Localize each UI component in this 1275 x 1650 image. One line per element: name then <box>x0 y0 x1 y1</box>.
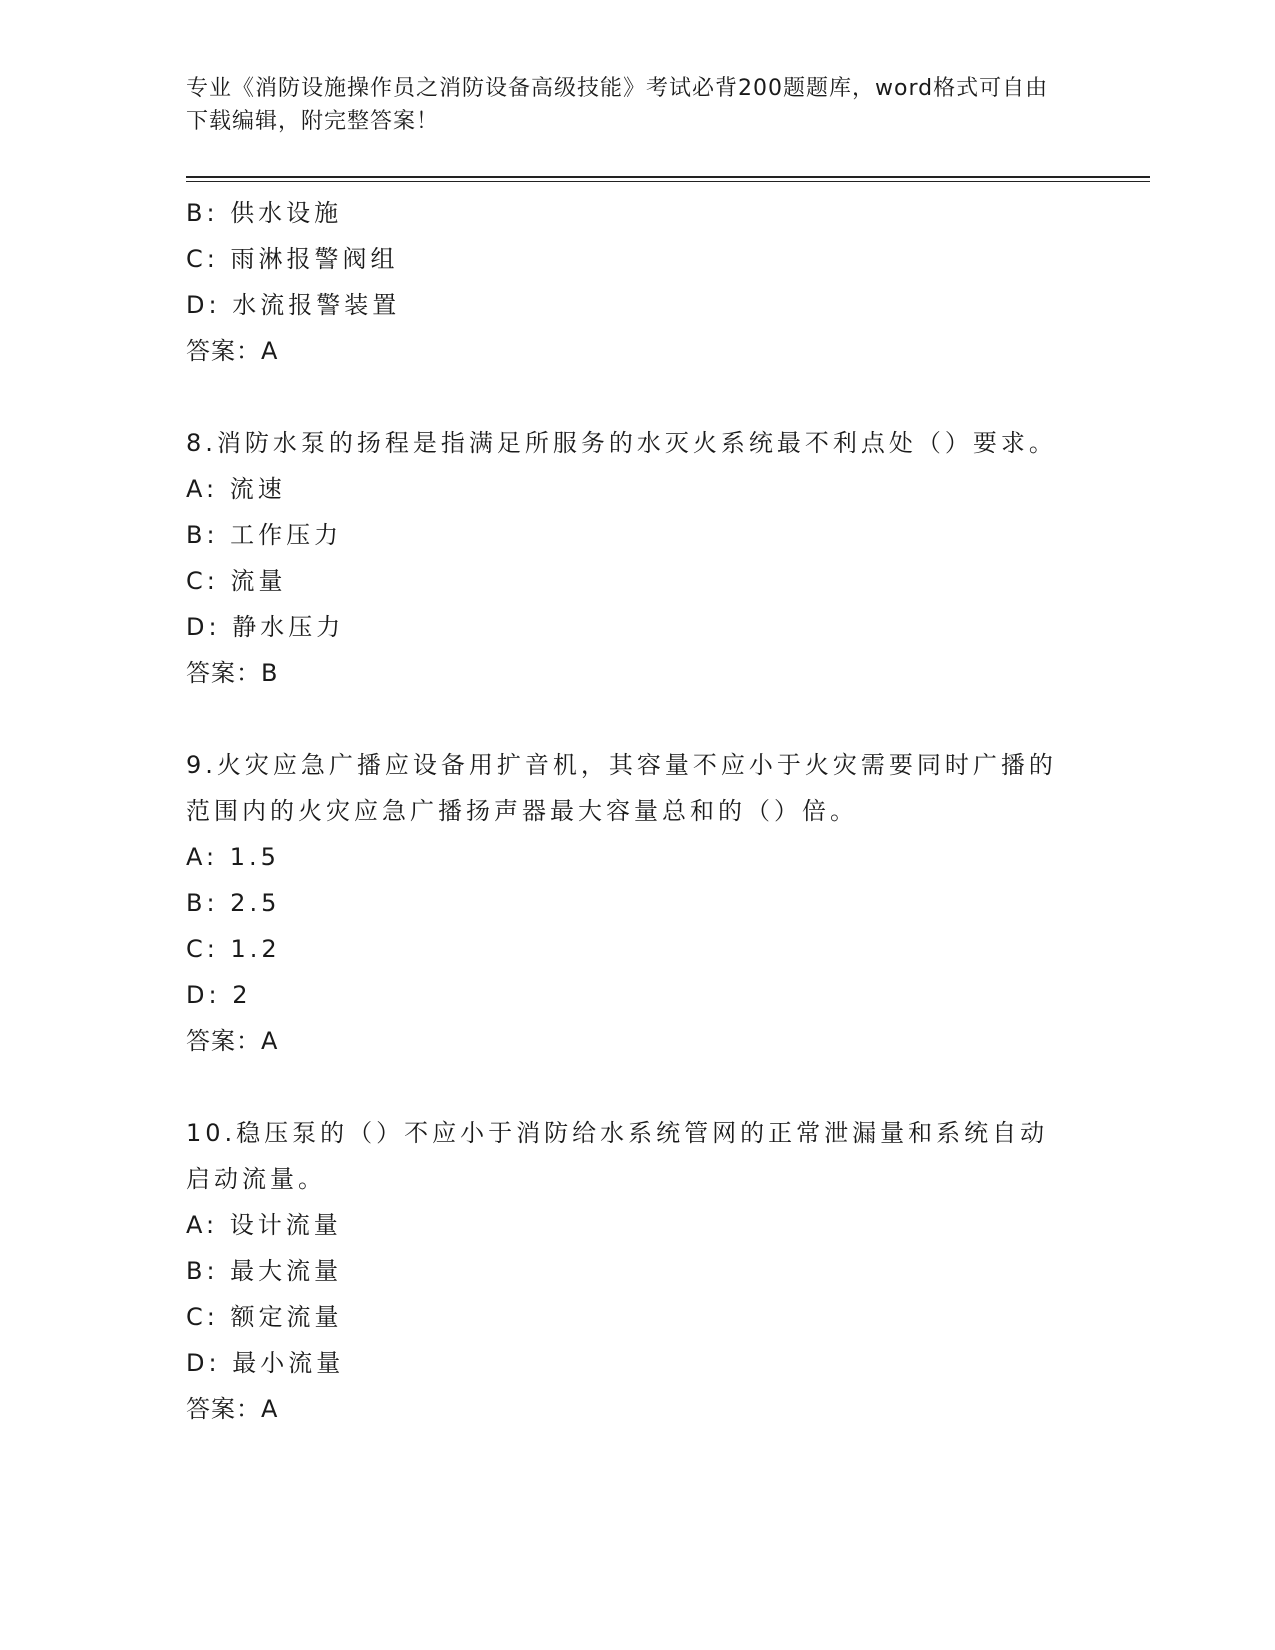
answer-label: 答案：A <box>186 1027 279 1055</box>
option-d: D: 最小流量 <box>186 1349 345 1377</box>
question-stem: 8.消防水泵的扬程是指满足所服务的水灭火系统最不利点处（）要求。 <box>186 429 1057 457</box>
option-b: B: 供水设施 <box>186 199 343 227</box>
answer-label: 答案：B <box>186 659 279 687</box>
partial-question <box>186 190 1086 374</box>
option-c: C: 1.2 <box>186 935 281 963</box>
question-list <box>186 190 1086 1432</box>
question-stem: 9.火灾应急广播应设备用扩音机，其容量不应小于火灾需要同时广播的范围内的火灾应急广播扬声器最大容量总和的（）倍。 <box>186 751 1057 825</box>
answer-label: 答案：A <box>186 1395 279 1423</box>
question-10 <box>186 1110 1086 1432</box>
option-c: C: 雨淋报警阀组 <box>186 245 399 273</box>
option-a: A: 1.5 <box>186 843 280 871</box>
option-c: C: 流量 <box>186 567 287 595</box>
header-divider-thin <box>186 181 1150 182</box>
question-stem: 10.稳压泵的（）不应小于消防给水系统管网的正常泄漏量和系统自动启动流量。 <box>186 1119 1049 1193</box>
option-b: B: 工作压力 <box>186 521 343 549</box>
option-b: B: 2.5 <box>186 889 281 917</box>
option-a: A: 设计流量 <box>186 1211 342 1239</box>
option-d: D: 水流报警装置 <box>186 291 401 319</box>
option-c: C: 额定流量 <box>186 1303 343 1331</box>
answer-label: 答案：A <box>186 337 279 365</box>
question-8 <box>186 420 1086 696</box>
option-a: A: 流速 <box>186 475 286 503</box>
document-header: 专业《消防设施操作员之消防设备高级技能》考试必背200题题库，word格式可自由下载编辑，附完整答案！ <box>186 76 1049 134</box>
option-b: B: 最大流量 <box>186 1257 343 1285</box>
option-d: D: 2 <box>186 981 252 1009</box>
question-9 <box>186 742 1086 1064</box>
header-divider-thick <box>186 176 1150 178</box>
option-d: D: 静水压力 <box>186 613 345 641</box>
